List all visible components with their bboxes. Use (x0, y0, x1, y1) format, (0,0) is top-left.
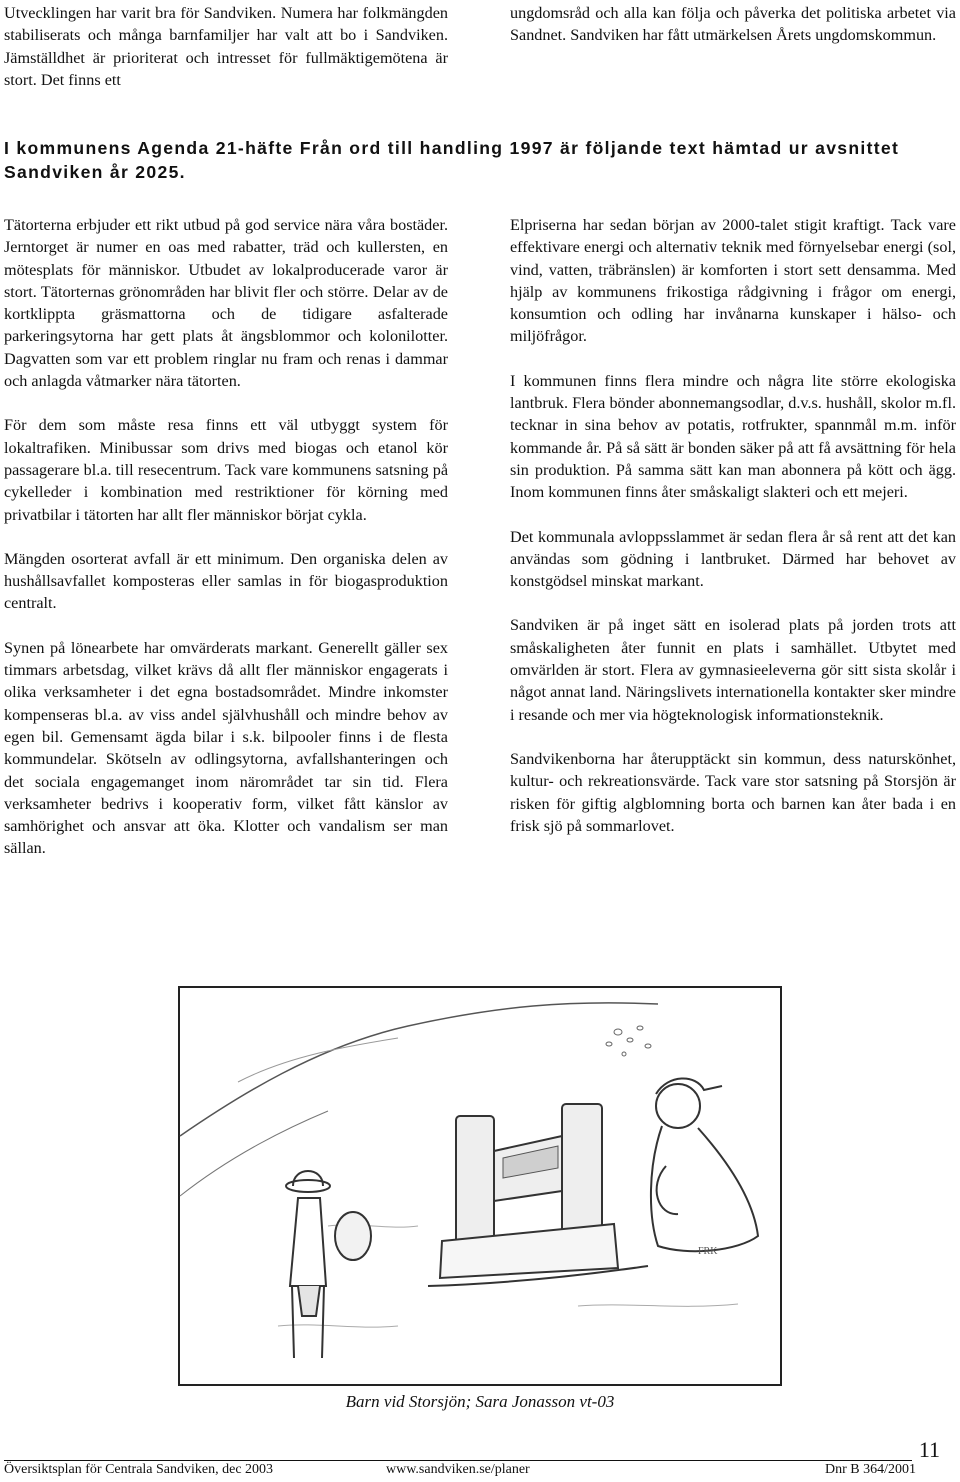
paragraph: Sandvikenborna har återupptäckt sin kommun, dess naturskönhet, kultur- och rekreationsvärde. Tack vare stor satsning på Storsjön är risken för giftig algblomning borta och barnen kan åter bada i en frisk sjö på sommarlovet. (510, 749, 956, 835)
paragraph: I kommunen finns flera mindre och några lite större ekologiska lantbruk. Flera bönder abonnemangsodlar, d.v.s. hushåll, skolor m.fl. tecknar in sina behov av potatis, rotfrukter, spannmål m.m. inför kommande år. På så sätt är bonden säker på att få avsättning för hela sin produktion. På samma sätt kan man abonnera på kött och ägg. Inom kommunen finns åter småskaligt slakteri och ett mejeri. (510, 371, 956, 502)
figure-caption: Barn vid Storsjön; Sara Jonasson vt-03 (345, 1392, 615, 1411)
paragraph: Det kommunala avloppsslammet är sedan flera år så rent att det kan användas som gödning i lantbruket. Därmed har behovet av konstgödsel minskat markant. (510, 527, 956, 591)
paragraph: Synen på lönearbete har omvärderats markant. Generellt gäller sex timmars arbetsdag, vilket krävs då allt fler människor engagerats i olika verksamheter i det egna bostadsområdet. Mindre inkomster kompenseras bl.a. av viss andel självhushåll och mindre behov av egen bil. Gemensamt ägda bilar i s.k. bilpooler finns i de flesta kommundelar. Skötseln av odlingsytorna, avfallshanteringen och det sociala engagemanget inom närområdet tar sin tid. Flera verksamheter bedrivs i kooperativ form, vilket fått känslor av samhörighet och ansvar att öka. Klotter och vandalism ser man sällan. (4, 638, 448, 858)
paragraph: ungdomsråd och alla kan följa och påverka det politiska arbetet via Sandnet. Sandviken har fått utmärkelsen Årets ungdomskommun. (510, 4, 956, 45)
footer-reference: Dnr B 364/2001 (825, 1462, 916, 1477)
right-column (510, 214, 956, 837)
paragraph: Elpriserna har sedan början av 2000-talet stigit kraftigt. Tack vare effektivare energi och alternativ teknik med förnyelsebar energi (sol, vind, vatten, träbränslen) är komforten i stort sett densamma. Med hjälp av kommunens frikostiga rådgivning i frågor om energi, konsumtion och odling har invånarna kunskaper i hälso- och miljöfrågor. (510, 216, 956, 346)
paragraph: Utvecklingen har varit bra för Sandviken. Numera har folkmängden stabiliserats och många barnfamiljer har valt att bo i Sandviken. Jämställdhet är prioriterat och intresset för fullmäktigemötena är stort. Det finns ett (4, 4, 448, 89)
artist-signature: FRK (698, 1246, 718, 1257)
footer-url: www.sandviken.se/planer (386, 1462, 530, 1477)
section-heading: I kommunens Agenda 21-häfte Från ord till handling 1997 är följande text hämtad ur avsnittet Sandviken år 2025. (4, 138, 900, 182)
page-number: 11 (918, 1437, 940, 1462)
intro-text-right (510, 2, 956, 47)
footer-divider (4, 1460, 912, 1461)
paragraph: För dem som måste resa finns ett väl utbyggt system för lokaltrafiken. Minibussar som drivs med biogas och etanol kör passagerare bl.a. till resecentrum. Tack vare kommunens satsning på cykelleder i kombination med restriktioner för körning med privatbilar i tätorten har allt fler människor börjat cykla. (4, 416, 448, 524)
sketch-illustration (178, 986, 782, 1386)
paragraph: Mängden osorterat avfall är ett minimum. Den organiska delen av hushållsavfallet komposteras eller samlas in för biogasproduktion centralt. (4, 549, 448, 613)
left-column (4, 214, 448, 860)
intro-text-left (4, 2, 448, 91)
footer-title: Översiktsplan för Centrala Sandviken, dec 2003 (4, 1462, 274, 1477)
paragraph: Tätorterna erbjuder ett rikt utbud på god service nära våra bostäder. Jerntorget är numer en oas med rabatter, träd och kullersten, en mötesplats för människor. Utbudet av lokalproducerade varor är stort. Tätorternas grönområden har blivit fler och större. Delar av de kortklippta gräsmattorna och de tidigare asfalterade parkeringsytorna har gett plats åt ängsblommor och kolonilotter. Dagvatten som var ett problem ringlar nu fram och renas i dammar och anlagda våtmarker nära tätorten. (4, 216, 448, 391)
paragraph: Sandviken är på inget sätt en isolerad plats på jorden trots att småskaligheten åter funnit en plats i samhället. Utbytet med omvärlden är stort. Flera av gymnasieeleverna gör sitt sista skolår i något annat land. Näringslivets internationella kontakter sker mindre i resande och mer via högteknologisk informationsteknik. (510, 616, 956, 724)
